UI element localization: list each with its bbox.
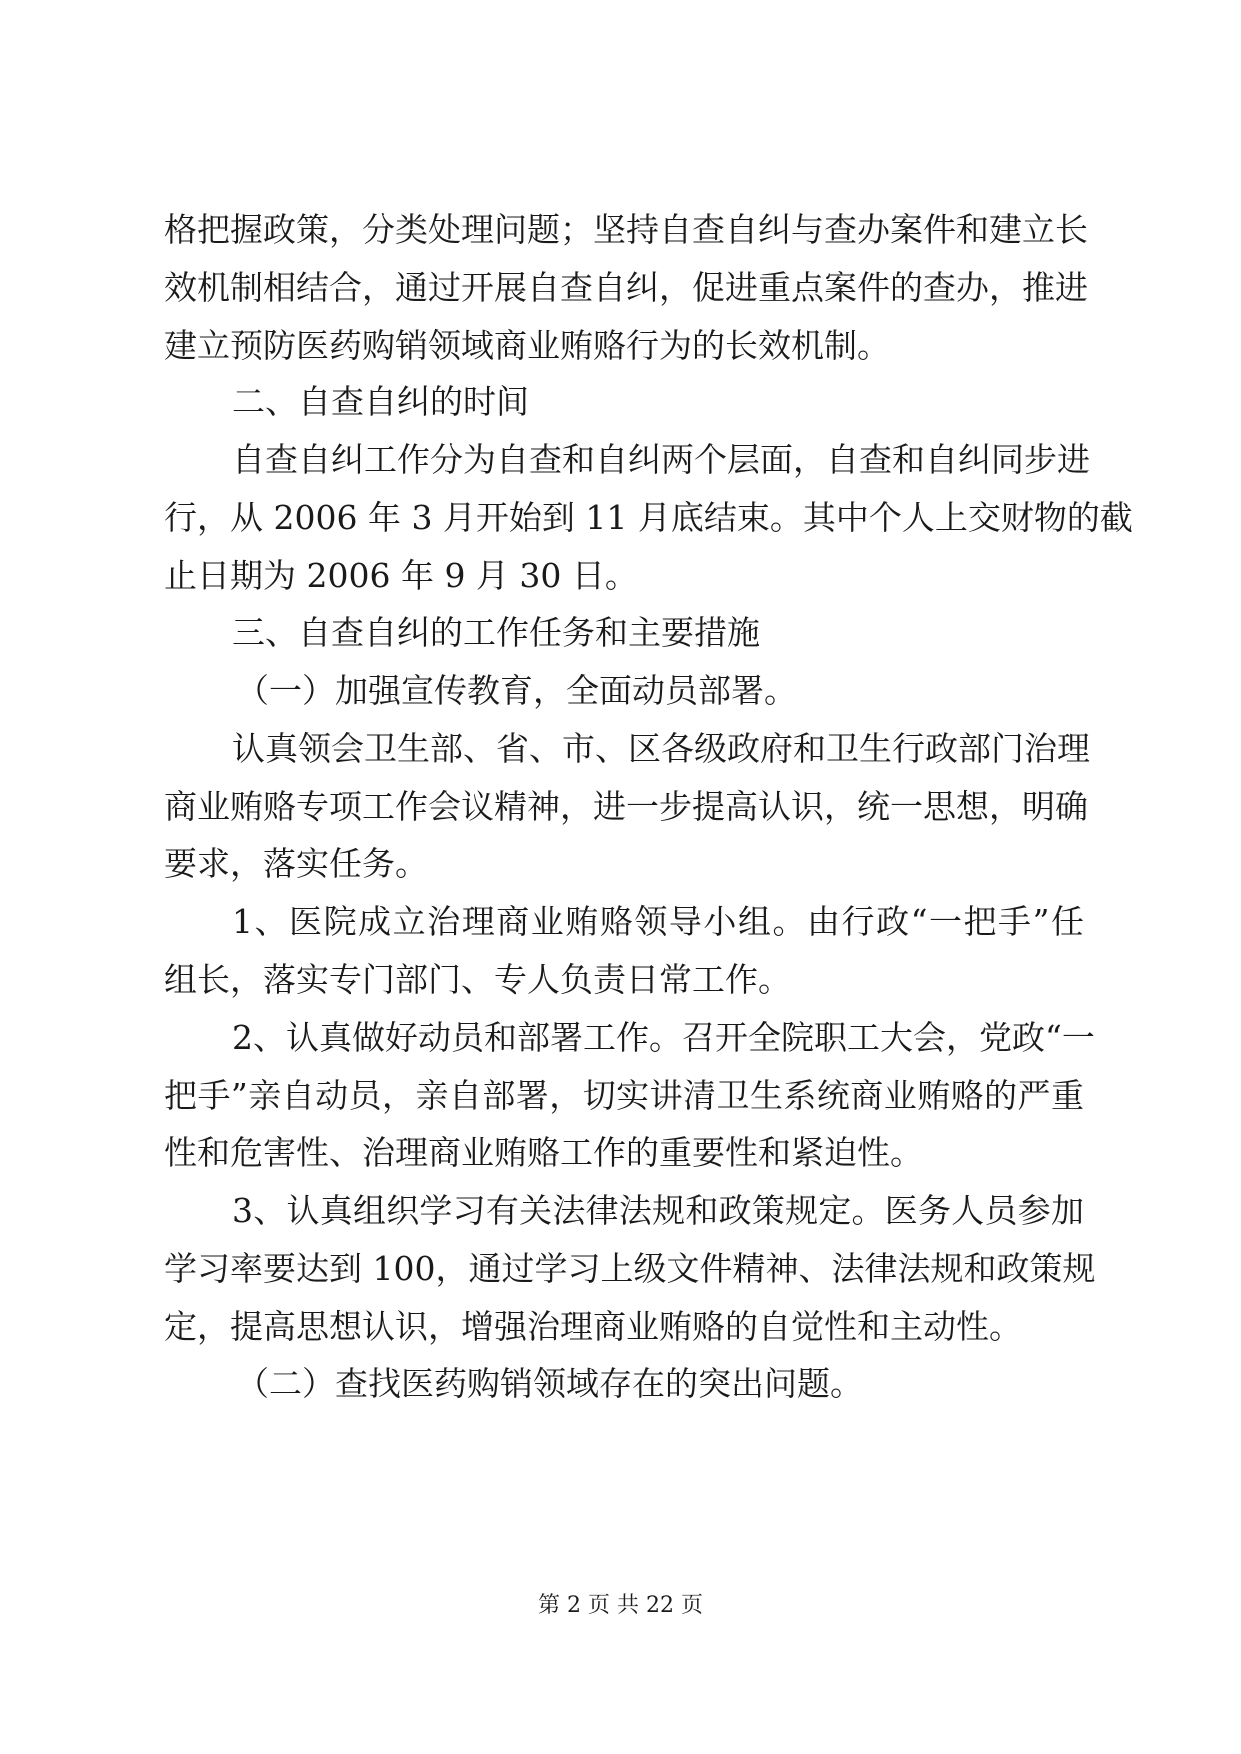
list-item-line: 组长，落实专门部门、专人负责日常工作。 [164,960,791,999]
paragraph-line: 认真领会卫生部、省、市、区各级政府和卫生行政部门治理 [232,729,1090,768]
paragraph-line: 效机制相结合，通过开展自查自纠，促进重点案件的查办，推进 [164,268,1088,307]
paragraph-line: 建立预防医药购销领域商业贿赂行为的长效机制。 [164,326,890,365]
list-item-line: 2、认真做好动员和部署工作。召开全院职工大会，党政“一 [232,1018,1095,1057]
list-item-line: 学习率要达到 100，通过学习上级文件精神、法律法规和政策规 [164,1249,1096,1288]
paragraph-line: 止日期为 2006 年 9 月 30 日。 [164,556,638,595]
list-item-line: 把手”亲自动员，亲自部署，切实讲清卫生系统商业贿赂的严重 [164,1076,1084,1115]
page-number-footer: 第 2 页 共 22 页 [538,1593,703,1618]
list-item-line: 性和危害性、治理商业贿赂工作的重要性和紧迫性。 [164,1133,923,1172]
subsection-heading: （二）查找医药购销领域存在的突出问题。 [236,1364,863,1403]
paragraph-line: 格把握政策，分类处理问题；坚持自查自纠与查办案件和建立长 [164,210,1088,249]
section-heading: 二、自查自纠的时间 [232,382,529,421]
paragraph-line: 要求，落实任务。 [164,844,428,883]
paragraph-line: 行，从 2006 年 3 月开始到 11 月底结束。其中个人上交财物的截 [164,498,1133,537]
list-item-line: 定，提高思想认识，增强治理商业贿赂的自觉性和主动性。 [164,1307,1022,1346]
paragraph-line: 商业贿赂专项工作会议精神，进一步提高认识，统一思想，明确 [164,787,1088,826]
section-heading: 三、自查自纠的工作任务和主要措施 [232,613,760,652]
paragraph-line: 自查自纠工作分为自查和自纠两个层面，自查和自纠同步进 [232,440,1090,479]
subsection-heading: （一）加强宣传教育，全面动员部署。 [236,671,797,710]
list-item-line: 3、认真组织学习有关法律法规和政策规定。医务人员参加 [232,1191,1084,1230]
list-item-line: 1、医院成立治理商业贿赂领导小组。由行政“一把手”任 [232,902,1084,941]
